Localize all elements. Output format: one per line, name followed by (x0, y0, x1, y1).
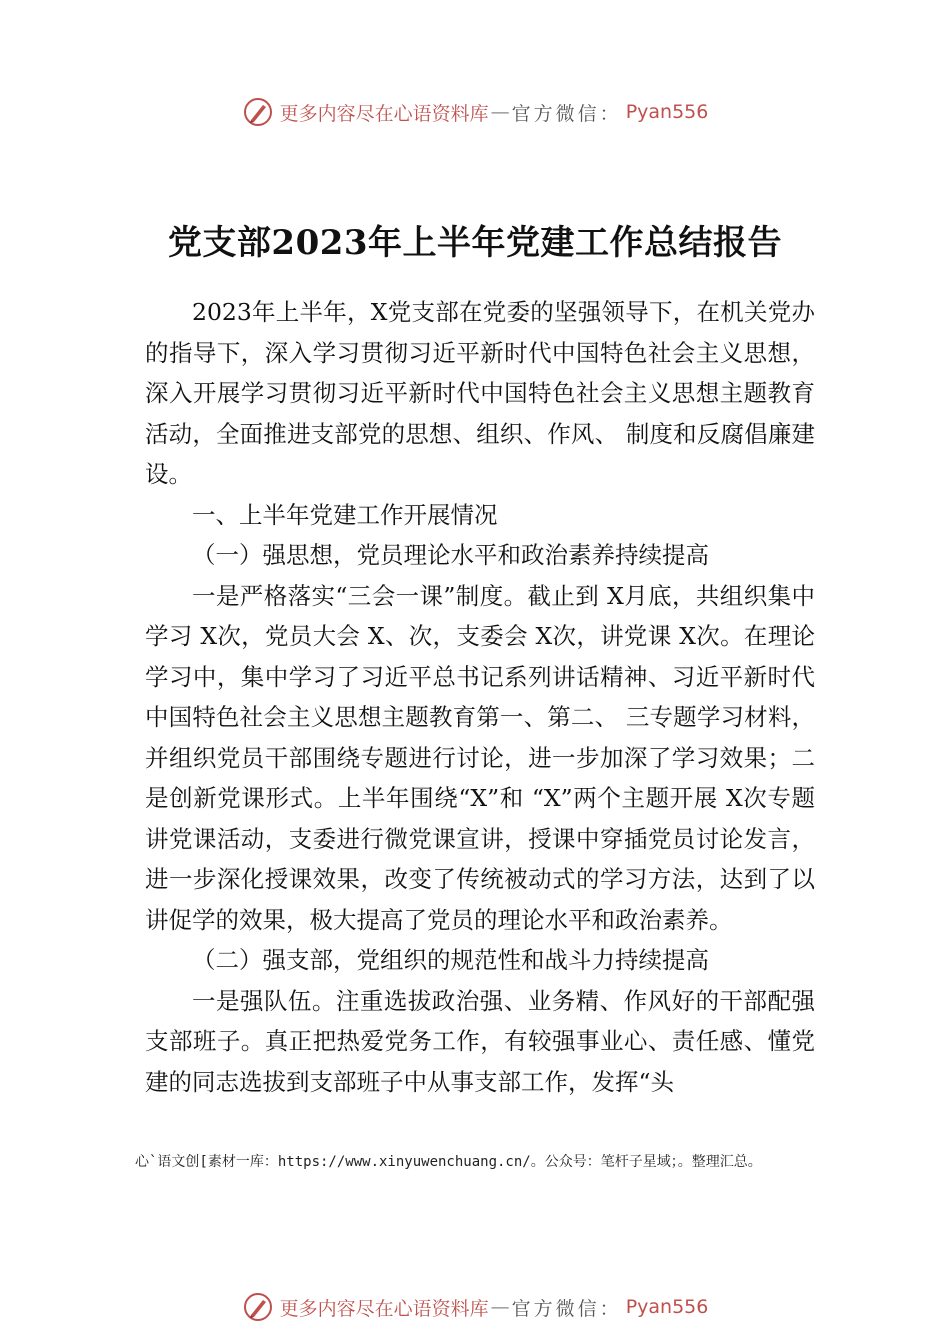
document-title: 党支部2023年上半年党建工作总结报告 (167, 222, 783, 263)
pen-logo-icon (242, 1291, 274, 1323)
watermark-wechat-id: Pyan556 (625, 101, 709, 123)
watermark-main-text: 更多内容尽在心语资料库 (279, 1297, 489, 1320)
watermark-dash: — (490, 1296, 510, 1318)
watermark-official-label: 官方微信： (511, 102, 622, 125)
document-body (145, 292, 815, 1102)
paragraph-intro: 2023年上半年，X党支部在党委的坚强领导下，在机关党办的指导下，深入学习贯彻习近平新时代中国特色社会主义思想，深入开展学习贯彻习近平新时代中国特色社会主义思想主题教育活动，全面推进支部党的思想、组织、作风、 制度和反腐倡廉建设。 (145, 298, 815, 488)
watermark-dash: — (490, 101, 510, 123)
subsection-heading-2: （二）强支部，党组织的规范性和战斗力持续提高 (192, 946, 709, 974)
section-heading-1: 一、上半年党建工作开展情况 (192, 500, 498, 529)
subsection-heading-1: （一）强思想，党员理论水平和政治素养持续提高 (192, 541, 709, 569)
watermark-main-text: 更多内容尽在心语资料库 (279, 102, 489, 125)
watermark-header (0, 96, 950, 128)
paragraph-study: 一是严格落实“三会一课”制度。截止到 X月底，共组织集中学习 X次，党员大会 X、次，支委会 X次，讲党课 X次。在理论学习中，集中学习了习近平总书记系列讲话精神、习近平新时代中国特色社会主义思想主题教育第一、第二、 三专题学习材料，并组织党员干部围绕专题进行讨论，进一步加深了学习效果；二是创新党课形式。上半年围绕“X”和 “X”两个主题开展 X次专题讲党课活动，支委进行微党课宣讲，授课中穿插党员讨论发言，进一步深化授课效果，改变了传统被动式的学习方法，达到了以讲促学的效果，极大提高了党员的理论水平和政治素养。 (145, 581, 815, 934)
pen-logo-icon (242, 96, 274, 128)
watermark-official-label: 官方微信： (511, 1297, 622, 1320)
source-footnote: 心`语文创[素材一库：https://www.xinyuwenchuang.cn/。公众号：笔杆子星域；。整理汇总。 (135, 1154, 762, 1170)
watermark-footer (0, 1291, 950, 1323)
watermark-wechat-id: Pyan556 (625, 1296, 709, 1318)
paragraph-team: 一是强队伍。注重选拔政治强、业务精、作风好的干部配强支部班子。真正把热爱党务工作，有较强事业心、责任感、懂党建的同志选拔到支部班子中从事支部工作，发挥“头 (145, 986, 815, 1096)
